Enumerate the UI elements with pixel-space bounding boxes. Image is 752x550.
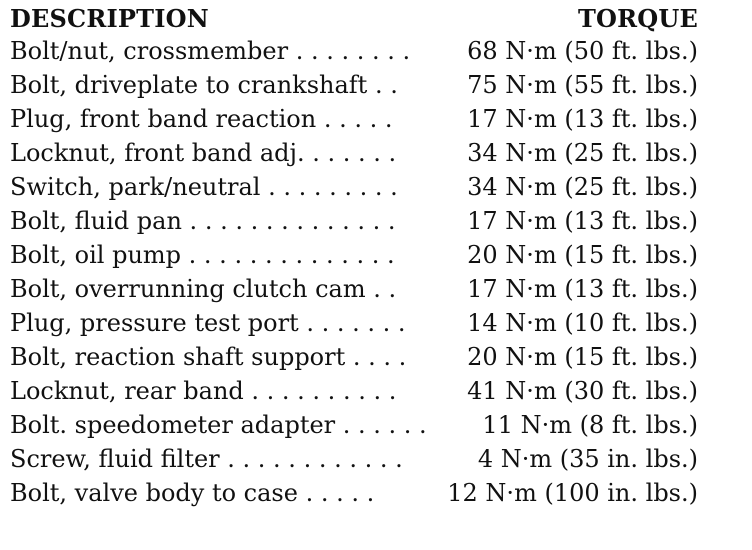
table-row <box>10 272 698 306</box>
description-cell: Bolt/nut, crossmember . . . . . . . . <box>10 37 411 65</box>
description-cell: Switch, park/neutral . . . . . . . . . <box>10 173 398 201</box>
description-cell: Screw, fluid filter . . . . . . . . . . . . <box>10 445 403 473</box>
table-row <box>10 340 698 374</box>
description-cell: Locknut, rear band . . . . . . . . . . <box>10 377 397 405</box>
table-header <box>10 4 698 34</box>
table-row <box>10 374 698 408</box>
torque-cell: 68 N·m (50 ft. lbs.) <box>461 34 698 68</box>
table-row <box>10 204 698 238</box>
description-cell: Bolt. speedometer adapter . . . . . . <box>10 411 427 439</box>
torque-cell: 20 N·m (15 ft. lbs.) <box>461 238 698 272</box>
description-cell: Plug, front band reaction . . . . . <box>10 105 393 133</box>
torque-cell: 75 N·m (55 ft. lbs.) <box>461 68 698 102</box>
torque-cell: 12 N·m (100 in. lbs.) <box>441 476 698 510</box>
table-row <box>10 34 698 68</box>
table-row <box>10 68 698 102</box>
torque-cell: 41 N·m (30 ft. lbs.) <box>461 374 698 408</box>
torque-cell: 17 N·m (13 ft. lbs.) <box>461 272 698 306</box>
torque-cell: 20 N·m (15 ft. lbs.) <box>461 340 698 374</box>
description-header: DESCRIPTION <box>10 4 209 33</box>
table-row <box>10 102 698 136</box>
table-row <box>10 408 698 442</box>
description-cell: Locknut, front band adj. . . . . . . <box>10 139 397 167</box>
torque-cell: 4 N·m (35 in. lbs.) <box>472 442 698 476</box>
table-row <box>10 306 698 340</box>
torque-spec-table <box>10 4 698 510</box>
table-row <box>10 442 698 476</box>
description-cell: Bolt, valve body to case . . . . . <box>10 479 375 507</box>
description-cell: Bolt, fluid pan . . . . . . . . . . . . . . <box>10 207 396 235</box>
description-cell: Bolt, oil pump . . . . . . . . . . . . . . <box>10 241 395 269</box>
table-row <box>10 136 698 170</box>
description-cell: Bolt, reaction shaft support . . . . <box>10 343 407 371</box>
torque-cell: 11 N·m (8 ft. lbs.) <box>476 408 698 442</box>
table-row <box>10 476 698 510</box>
description-cell: Bolt, overrunning clutch cam . . <box>10 275 397 303</box>
torque-cell: 14 N·m (10 ft. lbs.) <box>461 306 698 340</box>
description-cell: Plug, pressure test port . . . . . . . <box>10 309 406 337</box>
table-row <box>10 238 698 272</box>
torque-cell: 34 N·m (25 ft. lbs.) <box>461 170 698 204</box>
description-cell: Bolt, driveplate to crankshaft . . <box>10 71 398 99</box>
table-row <box>10 170 698 204</box>
torque-cell: 17 N·m (13 ft. lbs.) <box>461 102 698 136</box>
torque-header: TORQUE <box>577 4 698 33</box>
torque-cell: 34 N·m (25 ft. lbs.) <box>461 136 698 170</box>
torque-cell: 17 N·m (13 ft. lbs.) <box>461 204 698 238</box>
